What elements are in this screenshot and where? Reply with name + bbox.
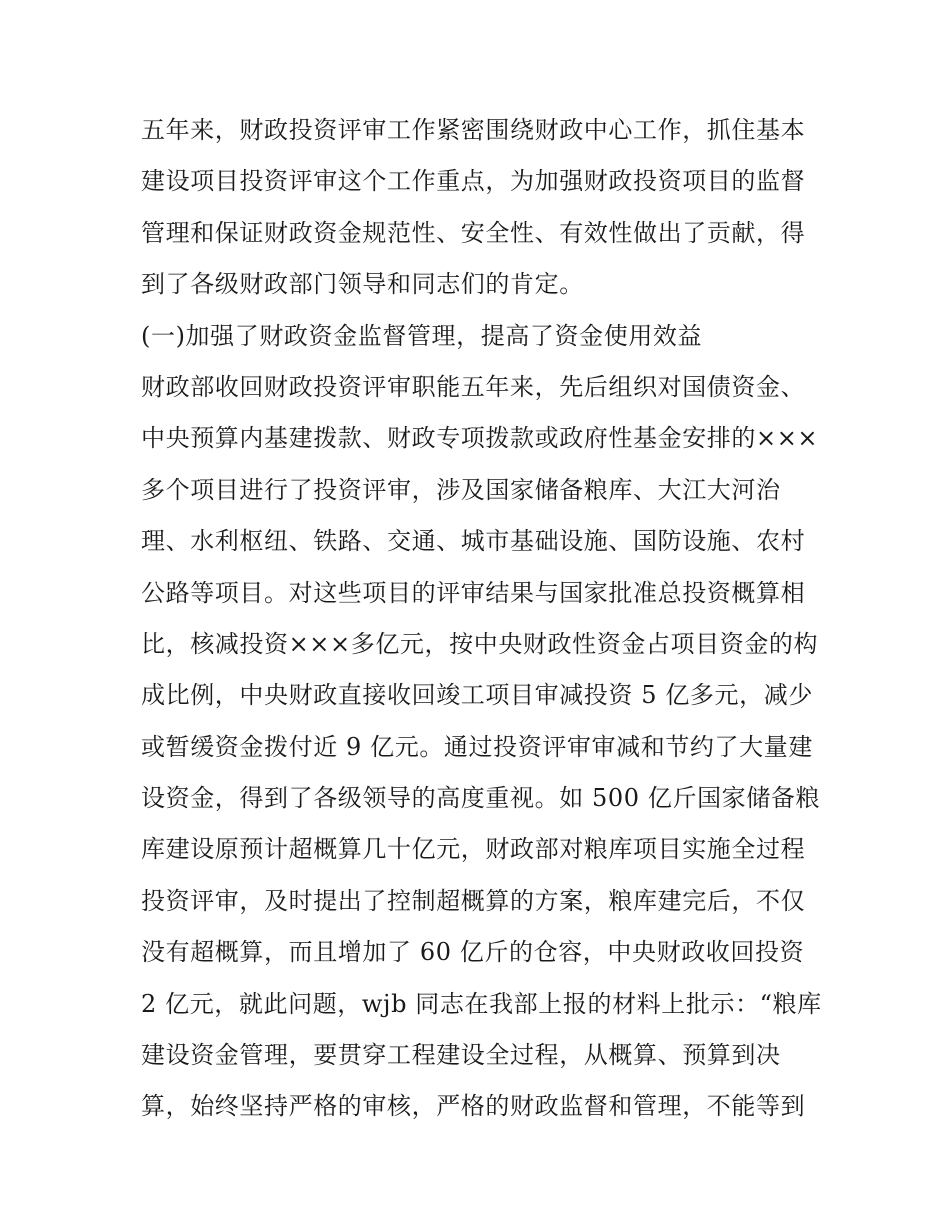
text-line: 2 亿元，就此问题，wjb 同志在我部上报的材料上批示：“粮库 bbox=[141, 989, 822, 1018]
text-line: 比，核减投资×××多亿元，按中央财政性资金占项目资金的构 bbox=[141, 629, 819, 658]
text-line: 理、水利枢纽、铁路、交通、城市基础设施、国防设施、农村 bbox=[141, 527, 806, 556]
text-line: 中央预算内基建拨款、财政专项拨款或政府性基金安排的××× bbox=[141, 424, 819, 453]
text-line: 五年来，财政投资评审工作紧密围绕财政中心工作，抓住基本 bbox=[141, 116, 806, 144]
text-line: 多个项目进行了投资评审，涉及国家储备粮库、大江大河治 bbox=[141, 475, 781, 504]
text-line: 管理和保证财政资金规范性、安全性、有效性做出了贡献，得 bbox=[141, 218, 806, 247]
text-line: 建设项目投资评审这个工作重点，为加强财政投资项目的监督 bbox=[141, 167, 806, 196]
text-line: 算，始终坚持严格的审核，严格的财政监督和管理，不能等到 bbox=[141, 1092, 806, 1121]
text-line: 到了各级财政部门领导和同志们的肯定。 bbox=[141, 270, 584, 299]
body-text bbox=[141, 105, 821, 1133]
text-line: 建设资金管理，要贯穿工程建设全过程，从概算、预算到决 bbox=[141, 1041, 781, 1070]
text-line: 财政部收回财政投资评审职能五年来，先后组织对国债资金、 bbox=[141, 372, 806, 401]
text-line: 没有超概算，而且增加了 60 亿斤的仓容，中央财政收回投资 bbox=[141, 938, 805, 967]
text-line: 投资评审，及时提出了控制超概算的方案，粮库建完后，不仅 bbox=[141, 886, 806, 915]
section-heading: (一)加强了财政资金监督管理，提高了资金使用效益 bbox=[141, 321, 703, 350]
text-line: 成比例，中央财政直接收回竣工项目审减投资 5 亿多元，减少 bbox=[141, 681, 813, 710]
text-line: 设资金，得到了各级领导的高度重视。如 500 亿斤国家储备粮 bbox=[141, 784, 821, 813]
text-line: 或暂缓资金拨付近 9 亿元。通过投资评审审减和节约了大量建 bbox=[141, 732, 813, 761]
text-line: 库建设原预计超概算几十亿元，财政部对粮库项目实施全过程 bbox=[141, 835, 806, 864]
text-line: 公路等项目。对这些项目的评审结果与国家批准总投资概算相 bbox=[141, 578, 806, 607]
